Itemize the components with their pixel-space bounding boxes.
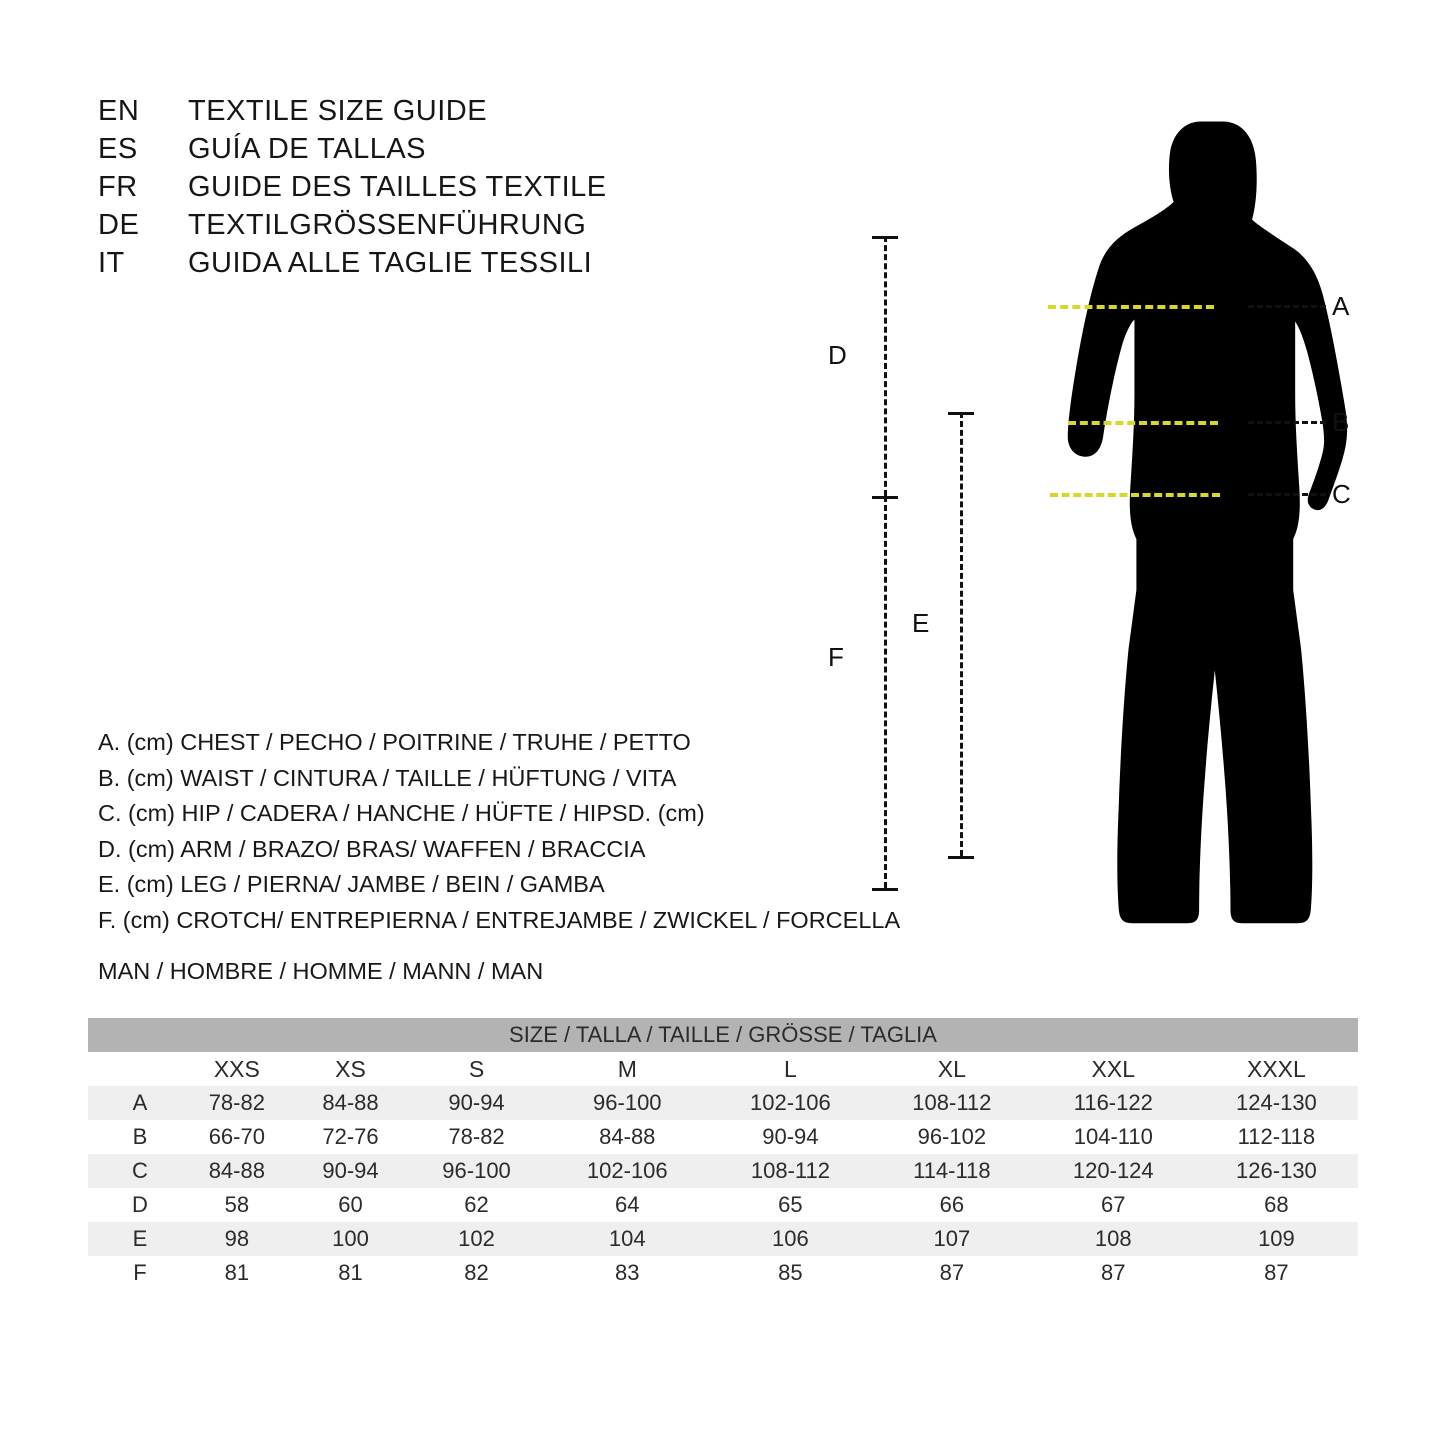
size-header-xxl: XXL (1032, 1052, 1195, 1086)
gender-note: MAN / HOMBRE / HOMME / MANN / MAN (98, 958, 544, 984)
title-row-fr (98, 168, 718, 206)
cell-a-xl: 108-112 (872, 1086, 1032, 1120)
size-header-xl: XL (872, 1052, 1032, 1086)
label-f: F (828, 642, 844, 672)
cell-e-xxs: 98 (180, 1222, 294, 1256)
cell-f-xxl: 87 (1032, 1256, 1195, 1290)
title-text-de: TEXTILGRÖSSENFÜHRUNG (188, 209, 587, 241)
legend-item-f: F. (cm) CROTCH/ ENTREPIERNA / ENTREJAMBE / ZWICKEL / FORCELLA (98, 906, 901, 933)
hip-lead-line (1248, 493, 1326, 496)
leg-vertical-line (960, 412, 963, 856)
legend-item-d: D. (cm) ARM / BRAZO/ BRAS/ WAFFEN / BRACCIA (98, 835, 646, 862)
title-lang-en: EN (98, 95, 140, 127)
cell-e-xxl: 108 (1032, 1222, 1195, 1256)
cell-d-xl: 66 (872, 1188, 1032, 1222)
table-row (88, 1256, 1358, 1290)
waist-measure-line (1068, 421, 1218, 425)
cell-f-l: 85 (709, 1256, 872, 1290)
cell-b-m: 84-88 (546, 1120, 709, 1154)
table-row (88, 1188, 1358, 1222)
cell-c-l: 108-112 (709, 1154, 872, 1188)
cell-c-xs: 90-94 (294, 1154, 408, 1188)
row-label-e: E (88, 1222, 180, 1256)
table-band-label: SIZE / TALLA / TAILLE / GRÖSSE / TAGLIA (88, 1018, 1358, 1052)
cell-f-xxxl: 87 (1195, 1256, 1358, 1290)
chest-measure-line (1048, 305, 1214, 309)
cell-c-xl: 114-118 (872, 1154, 1032, 1188)
title-block (98, 92, 718, 282)
crotch-vertical-line (884, 496, 887, 888)
legend-item-c: C. (cm) HIP / CADERA / HANCHE / HÜFTE / HIPSD. (cm) (98, 800, 705, 826)
cell-a-xxs: 78-82 (180, 1086, 294, 1120)
legend-item-a: A. (cm) CHEST / PECHO / POITRINE / TRUHE / PETTO (98, 729, 691, 755)
row-label-c: C (88, 1154, 180, 1188)
cell-a-xxxl: 124-130 (1195, 1086, 1358, 1120)
chest-lead-line (1248, 305, 1326, 308)
waist-lead-line (1248, 421, 1326, 424)
size-header-m: M (546, 1052, 709, 1086)
table-band-row (88, 1018, 1358, 1052)
cell-e-m: 104 (546, 1222, 709, 1256)
crotch-bottom-tick (872, 888, 898, 891)
label-c: C (1332, 479, 1351, 509)
title-text-fr: GUIDE DES TAILLES TEXTILE (188, 171, 607, 203)
title-row-es (98, 130, 718, 168)
cell-b-xs: 72-76 (294, 1120, 408, 1154)
table-row (88, 1154, 1358, 1188)
title-lang-de: DE (98, 209, 140, 241)
cell-e-xl: 107 (872, 1222, 1032, 1256)
title-row-it (98, 244, 718, 282)
cell-b-xxs: 66-70 (180, 1120, 294, 1154)
table-row (88, 1086, 1358, 1120)
cell-e-xxxl: 109 (1195, 1222, 1358, 1256)
title-lang-it: IT (98, 247, 125, 279)
cell-b-l: 90-94 (709, 1120, 872, 1154)
label-b: B (1332, 407, 1350, 437)
cell-d-xs: 60 (294, 1188, 408, 1222)
title-row-de (98, 206, 718, 244)
cell-c-xxxl: 126-130 (1195, 1154, 1358, 1188)
cell-a-l: 102-106 (709, 1086, 872, 1120)
cell-e-l: 106 (709, 1222, 872, 1256)
cell-f-xl: 87 (872, 1256, 1032, 1290)
size-header-xxxl: XXXL (1195, 1052, 1358, 1086)
legend-block (98, 725, 901, 938)
cell-d-xxxl: 68 (1195, 1188, 1358, 1222)
row-label-a: A (88, 1086, 180, 1120)
cell-c-xxl: 120-124 (1032, 1154, 1195, 1188)
title-text-en: TEXTILE SIZE GUIDE (188, 95, 488, 127)
cell-b-xxxl: 112-118 (1195, 1120, 1358, 1154)
size-header-xxs: XXS (180, 1052, 294, 1086)
corner-cell (88, 1052, 180, 1086)
cell-a-xs: 84-88 (294, 1086, 408, 1120)
row-label-d: D (88, 1188, 180, 1222)
cell-e-xs: 100 (294, 1222, 408, 1256)
cell-f-xxs: 81 (180, 1256, 294, 1290)
title-row-en (98, 92, 718, 130)
cell-a-m: 96-100 (546, 1086, 709, 1120)
cell-a-xxl: 116-122 (1032, 1086, 1195, 1120)
table-row (88, 1222, 1358, 1256)
size-header-s: S (407, 1052, 545, 1086)
title-text-es: GUÍA DE TALLAS (188, 133, 427, 165)
hip-measure-line (1050, 493, 1220, 497)
title-lang-fr: FR (98, 171, 138, 203)
cell-d-xxl: 67 (1032, 1188, 1195, 1222)
label-e: E (912, 608, 930, 638)
legend-item-b: B. (cm) WAIST / CINTURA / TAILLE / HÜFTUNG / VITA (98, 764, 677, 791)
cell-d-s: 62 (407, 1188, 545, 1222)
arm-vertical-line (884, 236, 887, 496)
cell-c-m: 102-106 (546, 1154, 709, 1188)
leg-bottom-tick (948, 856, 974, 859)
cell-f-s: 82 (407, 1256, 545, 1290)
body-diagram (828, 60, 1370, 960)
size-table (88, 1018, 1358, 1290)
cell-b-xxl: 104-110 (1032, 1120, 1195, 1154)
cell-e-s: 102 (407, 1222, 545, 1256)
cell-d-m: 64 (546, 1188, 709, 1222)
title-lang-es: ES (98, 133, 138, 165)
label-d: D (828, 340, 847, 370)
row-label-f: F (88, 1256, 180, 1290)
size-header-xs: XS (294, 1052, 408, 1086)
cell-d-xxs: 58 (180, 1188, 294, 1222)
male-silhouette-icon (850, 60, 1370, 960)
label-a: A (1332, 291, 1350, 321)
cell-a-s: 90-94 (407, 1086, 545, 1120)
cell-b-s: 78-82 (407, 1120, 545, 1154)
size-table-wrapper (88, 1018, 1358, 1290)
table-size-header-row (88, 1052, 1358, 1086)
cell-f-m: 83 (546, 1256, 709, 1290)
legend-item-e: E. (cm) LEG / PIERNA/ JAMBE / BEIN / GAMBA (98, 871, 605, 897)
cell-f-xs: 81 (294, 1256, 408, 1290)
cell-d-l: 65 (709, 1188, 872, 1222)
table-row (88, 1120, 1358, 1154)
title-text-it: GUIDA ALLE TAGLIE TESSILI (188, 247, 593, 279)
cell-b-xl: 96-102 (872, 1120, 1032, 1154)
row-label-b: B (88, 1120, 180, 1154)
size-header-l: L (709, 1052, 872, 1086)
cell-c-xxs: 84-88 (180, 1154, 294, 1188)
cell-c-s: 96-100 (407, 1154, 545, 1188)
